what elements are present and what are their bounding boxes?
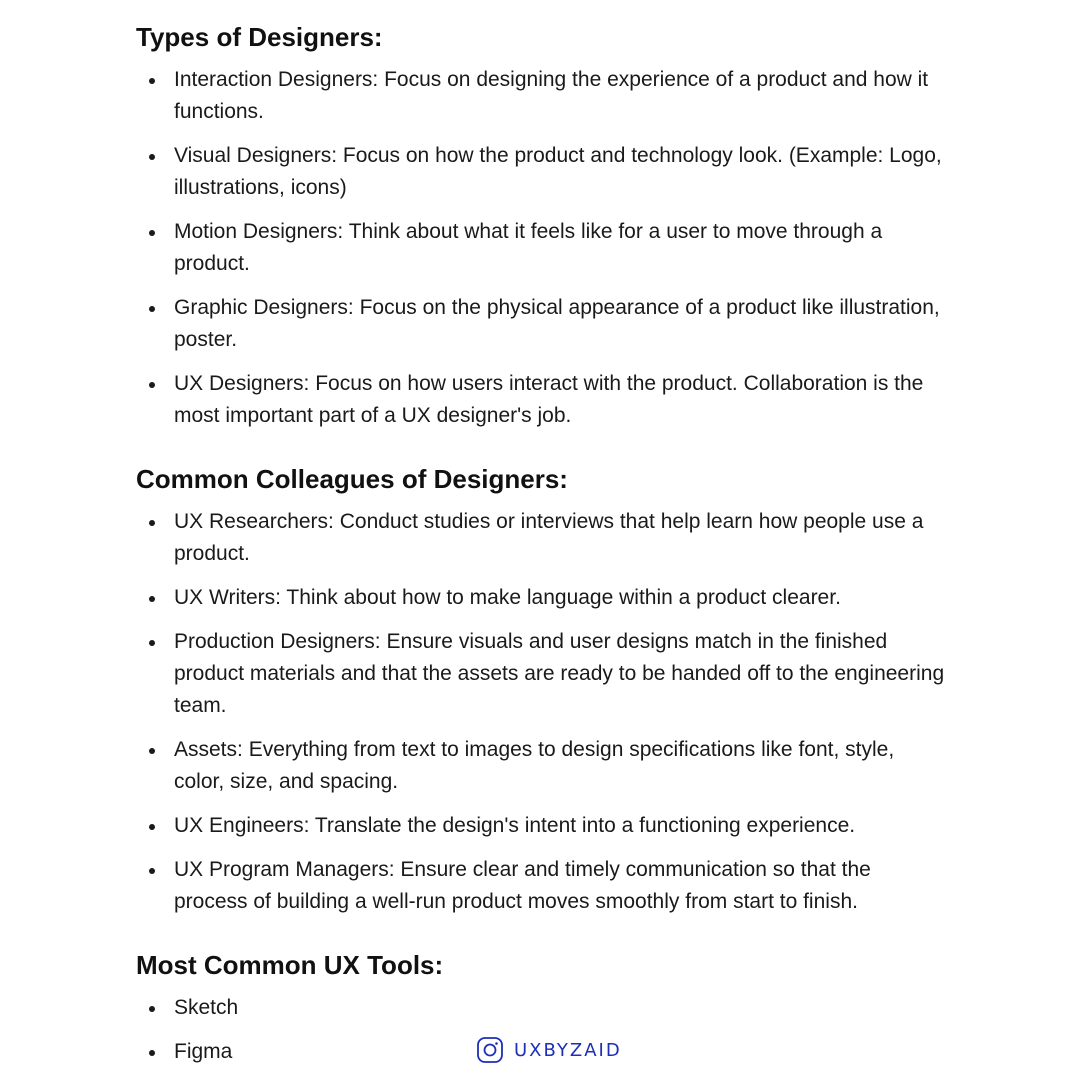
common-colleagues-list bbox=[136, 506, 946, 918]
list-item: UX Program Managers: Ensure clear and timely communication so that the process of building a well-run product moves smoothly from start to finish. bbox=[136, 854, 946, 918]
list-item: UX Writers: Think about how to make language within a product clearer. bbox=[136, 582, 946, 614]
document-content bbox=[136, 20, 946, 1080]
list-item: Sketch bbox=[136, 992, 946, 1024]
section-title-ux-tools: Most Common UX Tools: bbox=[136, 950, 444, 980]
section-title-types-of-designers: Types of Designers: bbox=[136, 22, 383, 52]
list-item: Visual Designers: Focus on how the product and technology look. (Example: Logo, illustrations, icons) bbox=[136, 140, 946, 204]
types-of-designers-list bbox=[136, 64, 946, 432]
list-item: Assets: Everything from text to images to design specifications like font, style, color, size, and spacing. bbox=[136, 734, 946, 798]
instagram-icon bbox=[476, 1036, 504, 1064]
watermark-handle: UXBYZAID bbox=[514, 1039, 622, 1061]
list-item: Motion Designers: Think about what it feels like for a user to move through a product. bbox=[136, 216, 946, 280]
list-item: Interaction Designers: Focus on designing the experience of a product and how it functions. bbox=[136, 64, 946, 128]
list-item: UX Designers: Focus on how users interact with the product. Collaboration is the most important part of a UX designer's job. bbox=[136, 368, 946, 432]
watermark bbox=[476, 1036, 622, 1064]
list-item: Production Designers: Ensure visuals and user designs match in the finished product materials and that the assets are ready to be handed off to the engineering team. bbox=[136, 626, 946, 722]
list-item: Figma bbox=[136, 1036, 946, 1068]
list-item: UX Researchers: Conduct studies or interviews that help learn how people use a product. bbox=[136, 506, 946, 570]
section-title-common-colleagues: Common Colleagues of Designers: bbox=[136, 464, 568, 494]
list-item: UX Engineers: Translate the design's intent into a functioning experience. bbox=[136, 810, 946, 842]
list-item: Graphic Designers: Focus on the physical appearance of a product like illustration, poster. bbox=[136, 292, 946, 356]
